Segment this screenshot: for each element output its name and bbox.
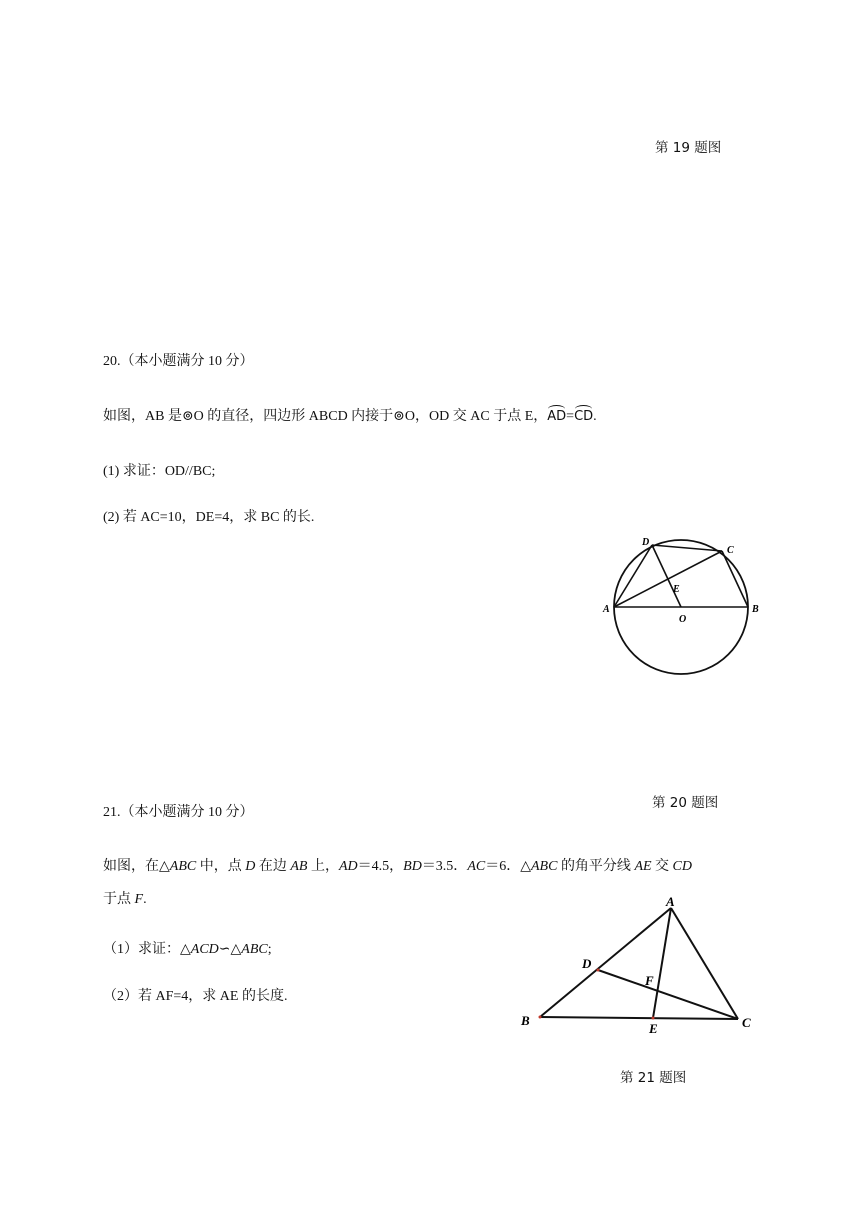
q20-part1: (1) 求证：OD//BC;: [103, 464, 216, 479]
q20-label-o: O: [679, 614, 687, 625]
q20-label-c: C: [727, 545, 734, 556]
q21-label-c: C: [742, 1015, 751, 1030]
q21-text: 的角平分线: [557, 859, 635, 874]
q21-label-d: D: [582, 956, 592, 971]
q21-text: ＝6．△: [485, 859, 531, 874]
q21-caption: 第 21 题图: [620, 1070, 687, 1086]
q19-caption: 第 19 题图: [655, 140, 722, 156]
q21-text: ＝4.5，: [357, 859, 404, 874]
q21-var: AD: [338, 859, 358, 874]
q21-segment-ab: [540, 908, 671, 1017]
q21-point-b: [539, 1016, 542, 1019]
q20-header: 20.（本小题满分 10 分）: [103, 354, 254, 369]
q21-figure: [515, 892, 760, 1037]
q20-stem: [103, 407, 597, 427]
q21-text: .: [143, 892, 147, 907]
q20-label-d: D: [642, 537, 650, 548]
q20-caption: 第 20 题图: [652, 795, 719, 811]
q20-segment-od: [652, 545, 681, 607]
q21-var: ABC: [530, 859, 558, 874]
q21-text: 交: [651, 859, 673, 874]
q21-var: BD: [403, 859, 422, 874]
q21-part1: [103, 940, 272, 960]
q21-var: ACD: [190, 942, 219, 957]
q21-var: ABC: [241, 942, 268, 957]
q20-figure: [595, 530, 775, 685]
q21-text: ∽△: [218, 942, 242, 957]
q21-segment-ae: [653, 908, 671, 1018]
q21-text: 上，: [307, 859, 339, 874]
q20-arc-cd: CD: [574, 407, 593, 427]
q20-stem-text: 如图，AB 是⊚O 的直径，四边形 ABCD 内接于⊚O，OD 交 AC 于点 E，: [103, 409, 548, 424]
q21-point-e: [652, 1017, 655, 1020]
q21-var: F: [134, 892, 144, 907]
q21-stem-line1: [103, 857, 692, 877]
q21-text: （1）求证：△: [103, 942, 191, 957]
q21-var: AC: [467, 859, 486, 874]
q20-label-e: E: [673, 584, 680, 595]
q21-text: 在边: [255, 859, 291, 874]
q21-label-b: B: [521, 1013, 530, 1028]
q21-segment-bc: [540, 1017, 738, 1019]
q20-stem-end: .: [593, 409, 597, 424]
q21-point-d: [597, 969, 600, 972]
q21-text: 中，点: [196, 859, 246, 874]
q21-var: CD: [672, 859, 692, 874]
q20-arc-ad: AD: [547, 407, 566, 427]
q21-segment-ac: [671, 908, 738, 1019]
q21-text: 于点: [103, 892, 135, 907]
q21-var: AE: [634, 859, 652, 874]
q21-header: 21.（本小题满分 10 分）: [103, 805, 254, 820]
q21-var: AB: [290, 859, 308, 874]
q21-var: ABC: [169, 859, 197, 874]
q21-label-f: F: [645, 973, 654, 988]
q20-segment-cb: [722, 551, 748, 607]
q21-label-e: E: [649, 1021, 658, 1036]
q21-var: D: [245, 859, 256, 874]
q21-stem-line2: [103, 890, 147, 910]
q21-segment-dc: [598, 970, 738, 1019]
q21-text: ＝3.5．: [421, 859, 468, 874]
q20-part2: (2) 若 AC=10，DE=4，求 BC 的长.: [103, 510, 315, 525]
q20-label-a: A: [603, 604, 610, 615]
q20-equals: =: [566, 409, 575, 424]
q21-part2: （2）若 AF=4，求 AE 的长度.: [103, 989, 288, 1004]
q20-label-b: B: [752, 604, 759, 615]
q21-text: 如图，在△: [103, 859, 170, 874]
q21-text: ;: [267, 942, 272, 957]
q21-label-a: A: [666, 894, 675, 909]
